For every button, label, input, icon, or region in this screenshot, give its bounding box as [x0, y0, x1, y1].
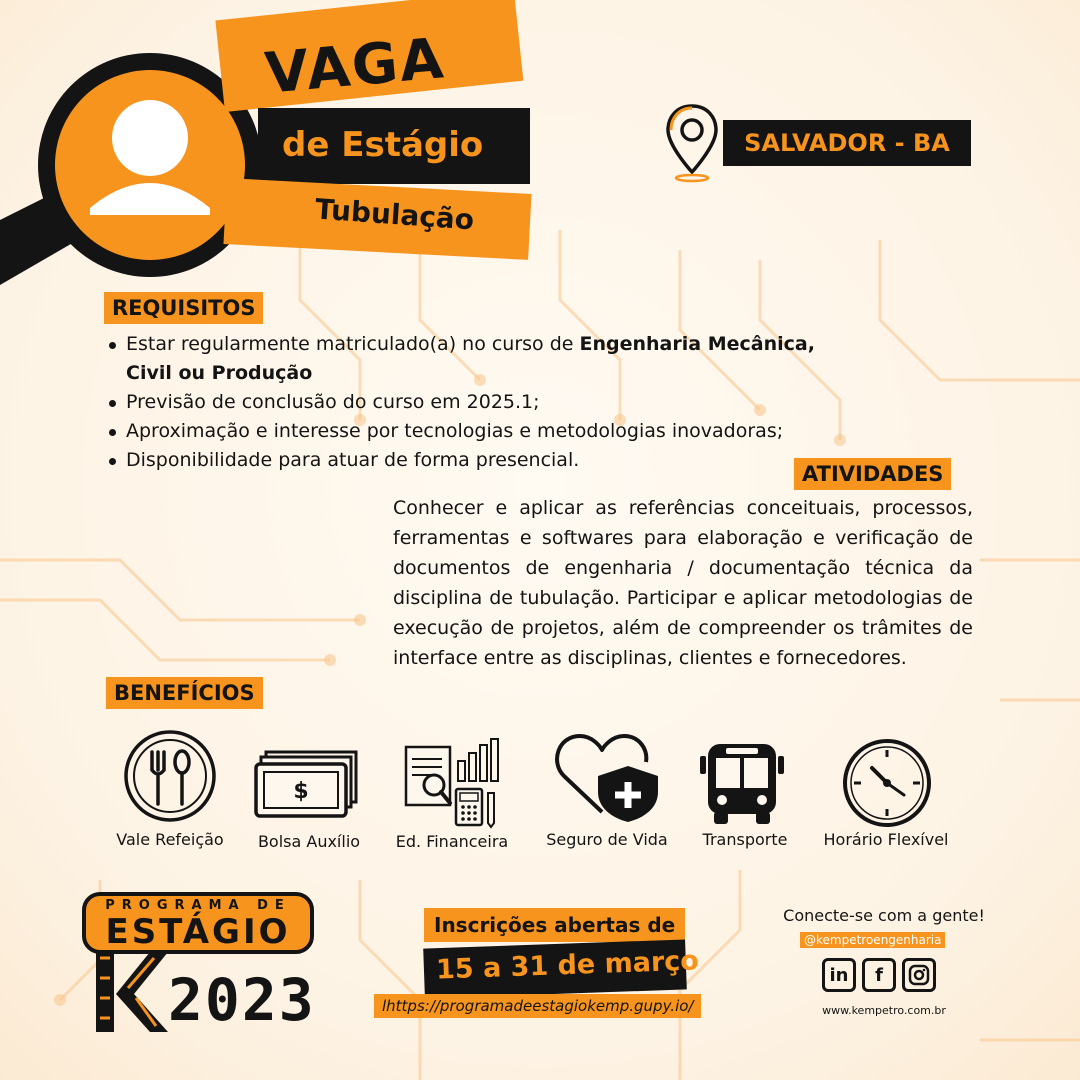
svg-text:$: $: [293, 779, 309, 804]
benefit-label: Horário Flexível: [823, 830, 949, 849]
social-icons: [822, 958, 936, 992]
benefit-label: Ed. Financeira: [395, 832, 509, 851]
instagram-icon[interactable]: [902, 958, 936, 992]
atividades-text: Conhecer e aplicar as referências conceituais, processos, ferramentas e softwares para elaboração e verificação de documentos de engenharia / documentação técnica da disciplina de tubulação. Participar e aplicar metodologias de execução de projetos, além de compreender os trâmites de interface entre as disciplinas, clientes e fornecedores.: [393, 497, 973, 669]
benefit-label: Bolsa Auxílio: [257, 832, 361, 851]
heart-shield-icon: [552, 730, 664, 822]
requisito-item: Disponibilidade para atuar de forma presencial.: [106, 446, 866, 475]
requisito-item: Aproximação e interesse por tecnologias e metodologias inovadoras;: [106, 417, 866, 446]
atividades-title: ATIVIDADES: [794, 458, 951, 490]
finance-documents-icon: [402, 733, 504, 829]
social-handle[interactable]: @kempetroengenharia: [800, 932, 945, 948]
location-city: SALVADOR - BA: [744, 129, 950, 157]
benefit-label: Vale Refeição: [116, 830, 224, 849]
programa-line1: PROGRAMA DE: [105, 898, 291, 913]
website[interactable]: www.kempetro.com.br: [822, 1004, 946, 1017]
requisitos-title: REQUISITOS: [104, 292, 263, 324]
location-badge: [723, 120, 971, 166]
header-title: VAGA: [262, 26, 448, 107]
benefit-label: Seguro de Vida: [546, 830, 668, 849]
location-pin-icon: [664, 102, 720, 184]
programa-year: 2023: [168, 966, 316, 1034]
requisito-item: Estar regularmente matriculado(a) no curso de Engenharia Mecânica, Civil ou Produção: [106, 330, 866, 388]
requisitos-list: [106, 330, 866, 475]
inscricoes-dates: 15 a 31 de março: [435, 945, 700, 986]
requisito-item: Previsão de conclusão do curso em 2025.1;: [106, 388, 866, 417]
plate-cutlery-icon: [118, 728, 222, 824]
linkedin-icon[interactable]: in: [822, 958, 856, 992]
money-bills-icon: [252, 748, 360, 820]
facebook-icon[interactable]: f: [862, 958, 896, 992]
inscricoes-url[interactable]: lhttps://programadeestagiokemp.gupy.io/: [374, 994, 701, 1018]
bus-icon: [700, 740, 784, 826]
inscricoes-label: Inscrições abertas de: [424, 908, 685, 942]
social-title: Conecte-se com a gente!: [783, 906, 985, 925]
header-subtitle: de Estágio: [282, 125, 484, 165]
beneficios-title: BENEFÍCIOS: [106, 677, 263, 709]
clock-icon: [842, 738, 932, 828]
header-area: Tubulação: [314, 192, 476, 237]
benefit-label: Transporte: [702, 830, 788, 849]
kempetro-k-logo: [92, 948, 172, 1038]
programa-line2: ESTÁGIO: [105, 912, 291, 952]
